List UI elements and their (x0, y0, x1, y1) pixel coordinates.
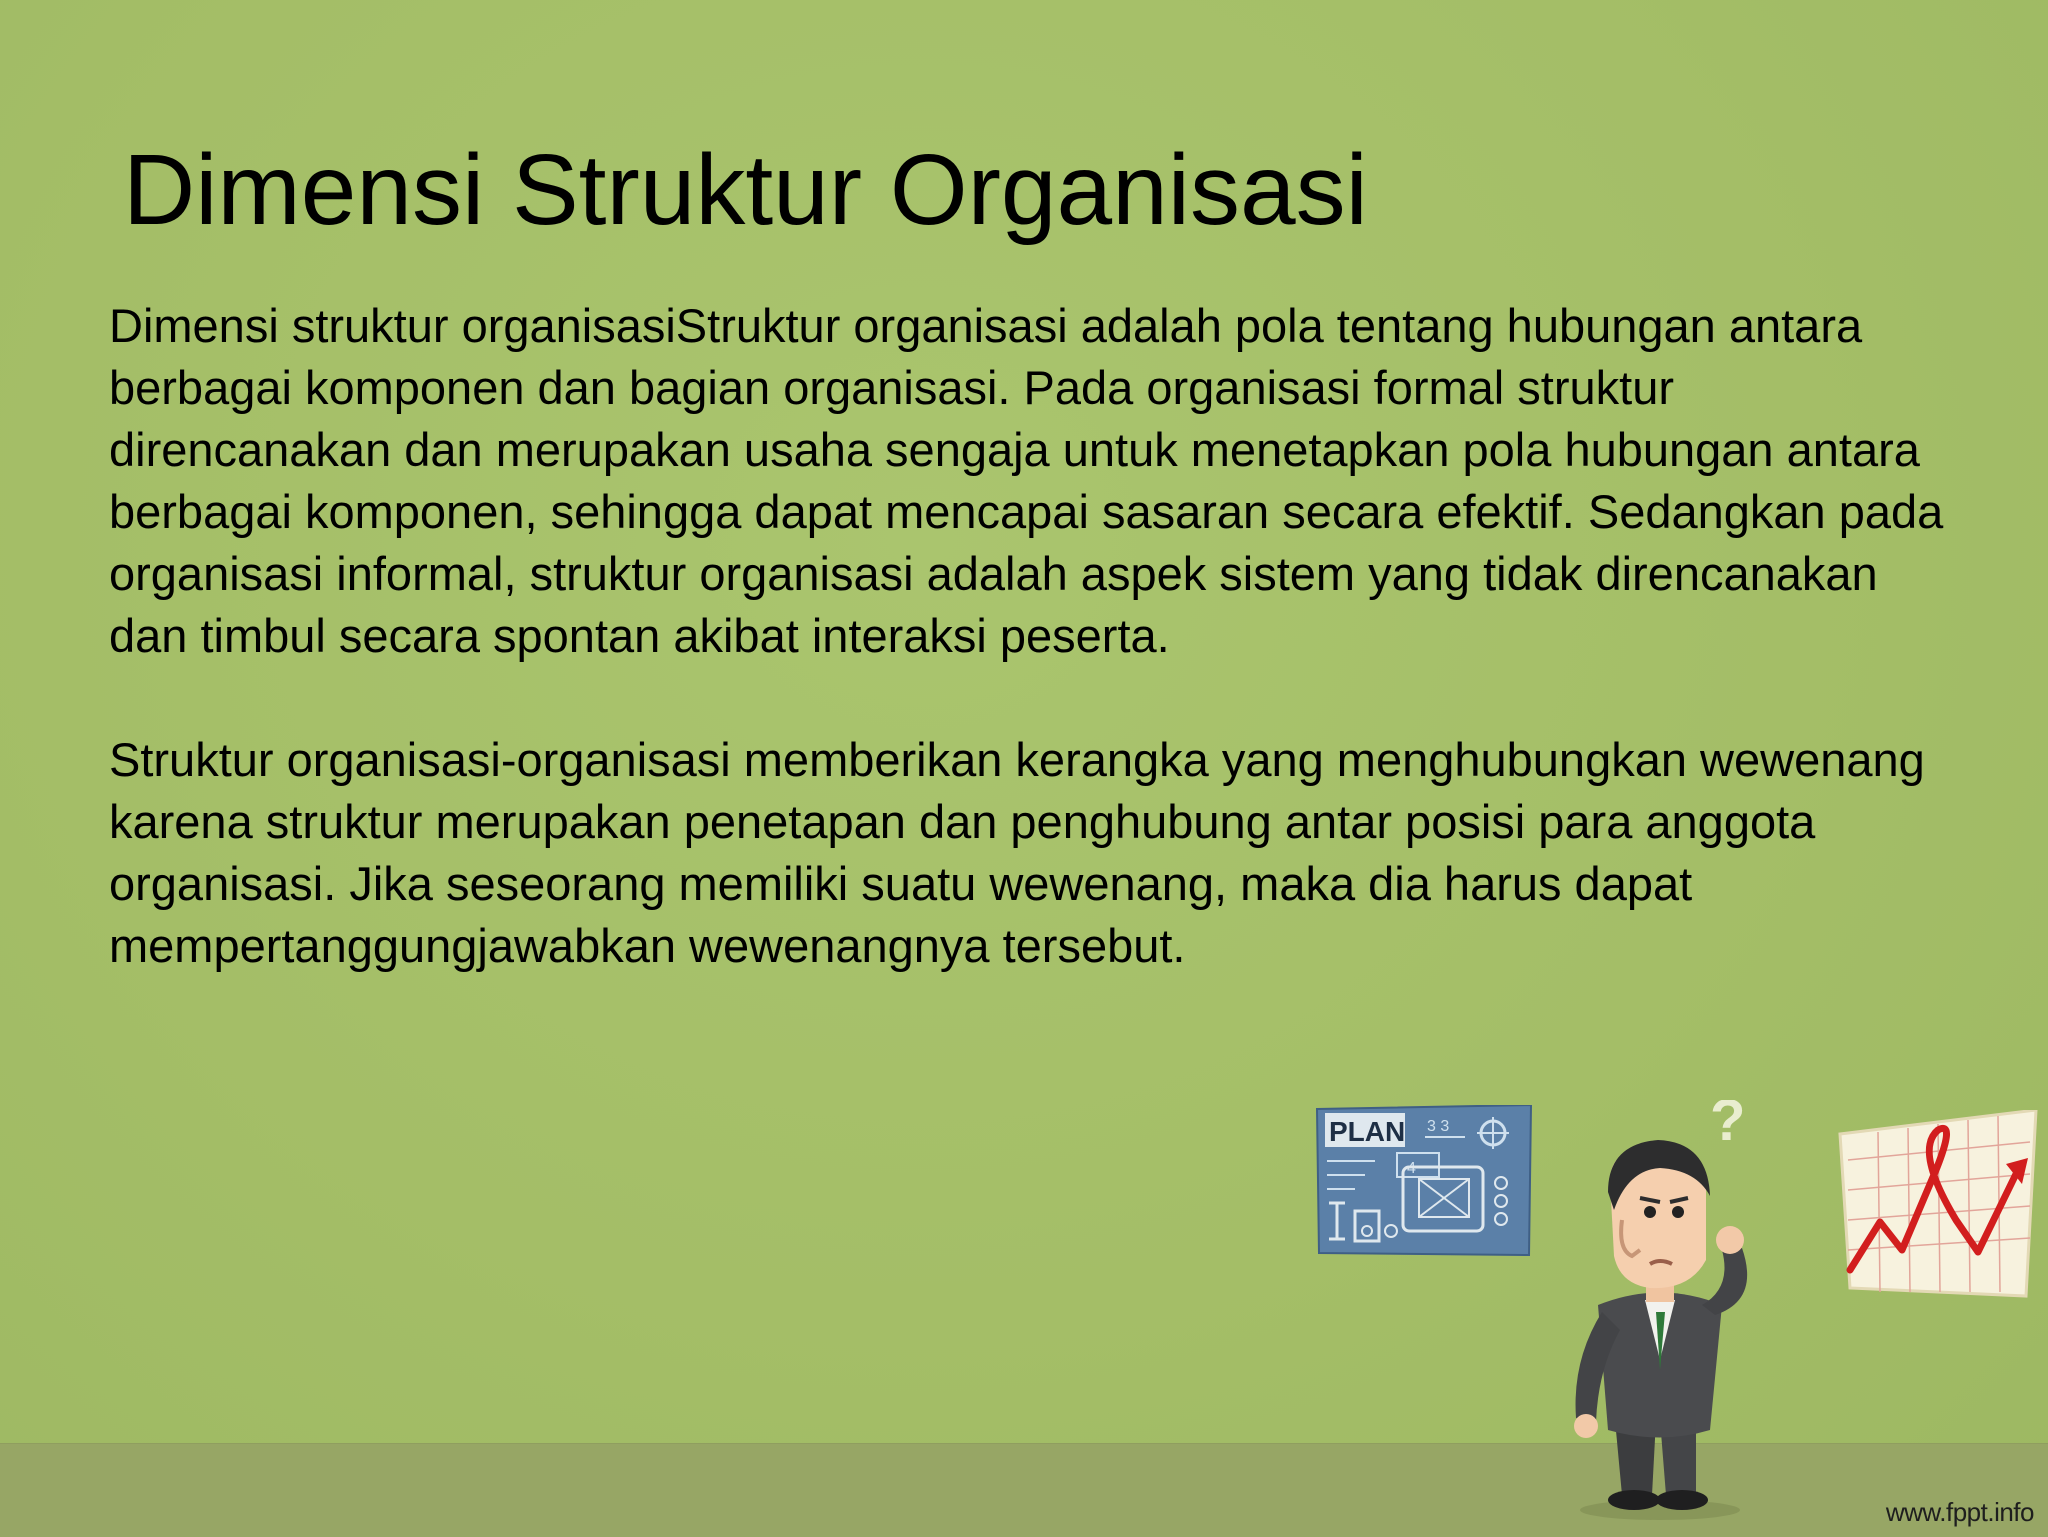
thinking-businessman-icon (1510, 1100, 1800, 1520)
watermark-url: www.fppt.info (1885, 1497, 2034, 1527)
body-paragraph-2: Struktur organisasi-organisasi memberikan kerangka yang menghubungkan wewenang karena struktur merupakan penetapan dan penghubung antar posisi para anggota organisasi. Jika seseorang memiliki suatu wewenang, maka dia harus dapat mempertanggungjawabkan wewenangnya tersebut. (109, 733, 1925, 972)
question-mark-icon: ? (1710, 1100, 1746, 1153)
plan-numbers: 3 3 (1427, 1118, 1450, 1135)
plan-label: PLAN (1329, 1116, 1406, 1147)
plan-blueprint-icon (1315, 1105, 1533, 1257)
body-paragraph-1: Dimensi struktur organisasiStruktur organisasi adalah pola tentang hubungan antara berbagai komponen dan bagian organisasi. Pada organisasi formal struktur direncanakan dan merupakan usaha sengaja untuk menetapkan pola hubungan antara berbagai komponen, sehingga dapat mencapai sasaran secara efektif. Sedangkan pada organisasi informal, struktur organisasi adalah aspek sistem yang tidak direncanakan dan timbul secara spontan akibat interaksi peserta. (109, 299, 1944, 662)
plan-digit: 4 (1407, 1160, 1416, 1177)
slide-title: Dimensi Struktur Organisasi (123, 134, 1368, 246)
slide-body (109, 295, 1949, 977)
rising-chart-icon (1838, 1110, 2038, 1300)
